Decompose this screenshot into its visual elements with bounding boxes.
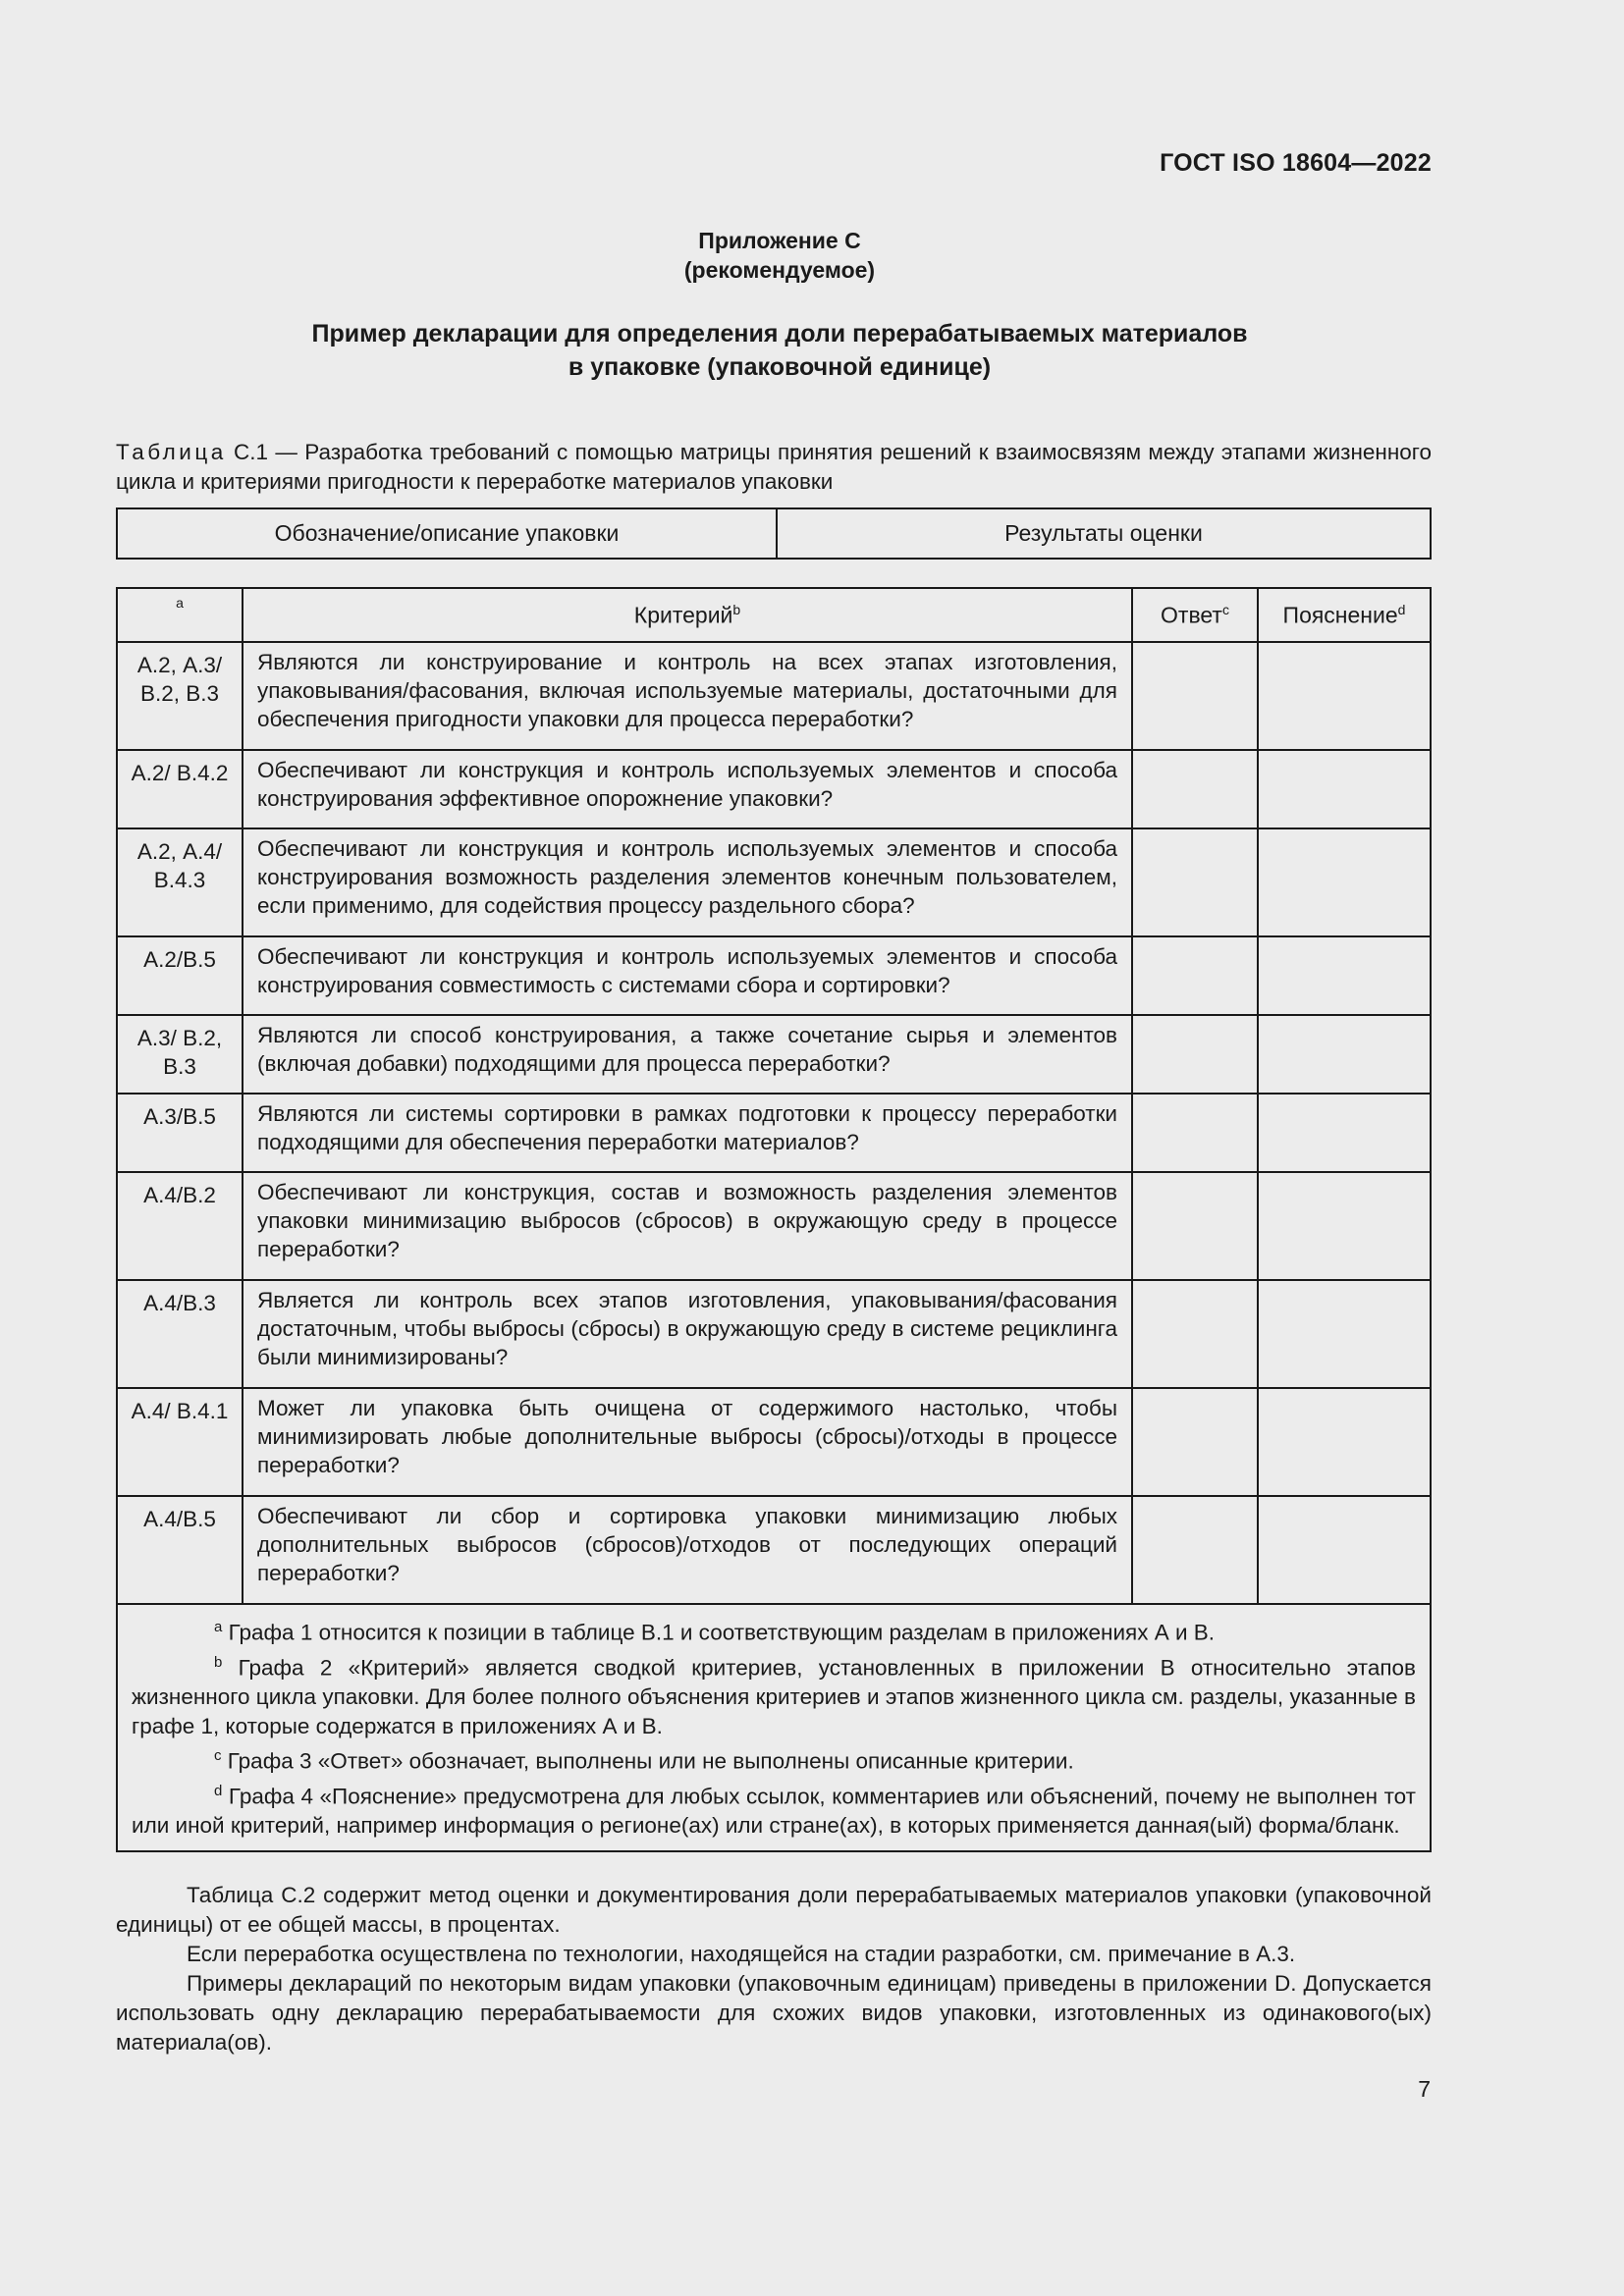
row-criterion: Является ли контроль всех этапов изготовления, упаковывания/фасования достаточным, чтобы выбросы (сбросы) в окружающую среду в системе рециклинга были минимизированы? xyxy=(243,1280,1132,1388)
answer-cell[interactable] xyxy=(1132,1015,1258,1094)
footnote-a: $^a$ Графа 1 относится к позиции в таблице В.1 и соответствующим разделам в приложениях А и В. xyxy=(214,1619,1216,1645)
explanation-cell[interactable] xyxy=(1258,1015,1431,1094)
appendix-status: (рекомендуемое) xyxy=(683,257,876,283)
row-criterion: Обеспечивают ли конструкция, состав и возможность разделения элементов упаковки минимизацию выбросов (сбросов) в окружающую среду в процессе переработки? xyxy=(243,1172,1132,1280)
answer-cell[interactable] xyxy=(1132,1172,1258,1280)
row-ref: А.3/В.5 xyxy=(117,1094,243,1172)
row-criterion: Может ли упаковка быть очищена от содержимого настолько, чтобы минимизировать любые дополнительные выбросы (сбросы)/отходы в процессе переработки? xyxy=(243,1388,1132,1496)
assessment-results-cell: Результаты оценки xyxy=(777,508,1431,559)
table-row xyxy=(117,828,1431,936)
package-description-cell: Обозначение/описание упаковки xyxy=(117,508,777,559)
explanation-cell[interactable] xyxy=(1258,1388,1431,1496)
answer-cell[interactable] xyxy=(1132,1094,1258,1172)
row-criterion: Обеспечивают ли конструкция и контроль используемых элементов и способа конструирования совместимость с системами сбора и сортировки? xyxy=(243,936,1132,1015)
answer-cell[interactable] xyxy=(1132,1388,1258,1496)
answer-cell[interactable] xyxy=(1132,828,1258,936)
row-ref: А.2/ В.4.2 xyxy=(117,750,243,828)
table-row xyxy=(117,1280,1431,1388)
row-criterion: Обеспечивают ли конструкция и контроль используемых элементов и способа конструирования возможность разделения элементов конечным пользователем, если применимо, для содействия процессу раздельного сбора? xyxy=(243,828,1132,936)
table-row xyxy=(117,1388,1431,1496)
page-number: 7 xyxy=(1418,2076,1431,2102)
table-row xyxy=(117,1094,1431,1172)
table-caption-label: Таблица xyxy=(116,440,227,464)
appendix-title-line2: в упаковке (упаковочной единице) xyxy=(568,353,992,381)
paragraph: Если переработка осуществлена по технологии, находящейся на стадии разработки, см. примечание в А.3. xyxy=(187,1942,1296,1966)
table-row xyxy=(117,936,1431,1015)
package-summary-table xyxy=(116,507,1432,560)
explanation-header: Пояснение$^d$ xyxy=(1258,588,1431,642)
footnote-b: $^b$ Графа 2 «Критерий» является сводкой критериев, установленных в приложении В относительно этапов жизненного цикла упаковки. Для более полного объяснения критериев и этапов жизненного цикла см. разделы, указанные в графе 1, которые содержатся в приложениях А и В. xyxy=(132,1653,1416,1738)
row-criterion: Обеспечивают ли сбор и сортировка упаковки минимизацию любых дополнительных выбросов (сбросов)/отходов от последующих операций переработки? xyxy=(243,1496,1132,1604)
row-criterion: Являются ли конструирование и контроль на всех этапах изготовления, упаковывания/фасования, включая используемые материалы, достаточными для обеспечения пригодности упаковки для процесса переработки? xyxy=(243,642,1132,750)
row-ref: А.4/В.3 xyxy=(117,1280,243,1388)
appendix-heading xyxy=(0,226,1559,285)
criterion-header: Критерий$^b$ xyxy=(243,588,1132,642)
explanation-cell[interactable] xyxy=(1258,828,1431,936)
table-notes-row xyxy=(117,1604,1431,1851)
paragraph: Таблица С.2 содержит метод оценки и документирования доли перерабатываемых материалов упаковки (упаковочной единицы) от ее общей массы, в процентах. xyxy=(116,1883,1432,1937)
table-header-row xyxy=(117,588,1431,642)
table-row xyxy=(117,1015,1431,1094)
paragraph: Примеры деклараций по некоторым видам упаковки (упаковочным единицам) приведены в приложении D. Допускается использовать одну декларацию перерабатываемости для схожих видов упаковки, изготовленных из одинакового(ых) материала(ов). xyxy=(116,1971,1432,2055)
explanation-cell[interactable] xyxy=(1258,1094,1431,1172)
answer-cell[interactable] xyxy=(1132,642,1258,750)
row-ref: А.4/В.5 xyxy=(117,1496,243,1604)
table-footnotes xyxy=(117,1604,1431,1851)
appendix-title-line1: Пример декларации для определения доли перерабатываемых материалов xyxy=(311,320,1248,347)
table-row xyxy=(117,1496,1431,1604)
row-ref: А.4/В.2 xyxy=(117,1172,243,1280)
body-text xyxy=(116,1881,1432,2057)
table-caption xyxy=(116,438,1432,497)
appendix-label: Приложение С xyxy=(698,228,861,253)
table-caption-text: С.1 — Разработка требований с помощью матрицы принятия решений к взаимосвязям между этапами жизненного цикла и критериями пригодности к переработке материалов упаковки xyxy=(116,440,1432,494)
answer-cell[interactable] xyxy=(1132,1496,1258,1604)
appendix-title xyxy=(0,317,1559,384)
row-ref: А.3/ В.2, В.3 xyxy=(117,1015,243,1094)
explanation-cell[interactable] xyxy=(1258,936,1431,1015)
table-row xyxy=(117,750,1431,828)
row-ref: А.2, А.4/ В.4.3 xyxy=(117,828,243,936)
row-criterion: Являются ли способ конструирования, а также сочетание сырья и элементов (включая добавки) подходящими для процесса переработки? xyxy=(243,1015,1132,1094)
row-ref: А.4/ В.4.1 xyxy=(117,1388,243,1496)
footnote-c: $^c$ Графа 3 «Ответ» обозначает, выполнены или не выполнены описанные критерии. xyxy=(214,1747,1074,1774)
answer-cell[interactable] xyxy=(1132,1280,1258,1388)
row-criterion: Являются ли системы сортировки в рамках подготовки к процессу переработки подходящими для обеспечения переработки материалов? xyxy=(243,1094,1132,1172)
answer-cell[interactable] xyxy=(1132,936,1258,1015)
explanation-cell[interactable] xyxy=(1258,1172,1431,1280)
criteria-table xyxy=(116,587,1432,1852)
row-ref: А.2, А.3/В.2, В.3 xyxy=(117,642,243,750)
explanation-cell[interactable] xyxy=(1258,642,1431,750)
ref-header: a xyxy=(117,588,243,642)
answer-cell[interactable] xyxy=(1132,750,1258,828)
answer-header: Ответ$^c$ xyxy=(1132,588,1258,642)
table-row xyxy=(117,642,1431,750)
table-row xyxy=(117,1172,1431,1280)
footnote-d: $^d$ Графа 4 «Пояснение» предусмотрена для любых ссылок, комментариев или объяснений, почему не выполнен тот или иной критерий, например информация о регионе(ах) или стране(ах), в которых применяется данная(ый) форма/бланк. xyxy=(132,1782,1416,1838)
explanation-cell[interactable] xyxy=(1258,1280,1431,1388)
standard-id: ГОСТ ISO 18604—2022 xyxy=(1160,149,1432,177)
row-ref: А.2/В.5 xyxy=(117,936,243,1015)
explanation-cell[interactable] xyxy=(1258,1496,1431,1604)
explanation-cell[interactable] xyxy=(1258,750,1431,828)
row-criterion: Обеспечивают ли конструкция и контроль используемых элементов и способа конструирования эффективное опорожнение упаковки? xyxy=(243,750,1132,828)
